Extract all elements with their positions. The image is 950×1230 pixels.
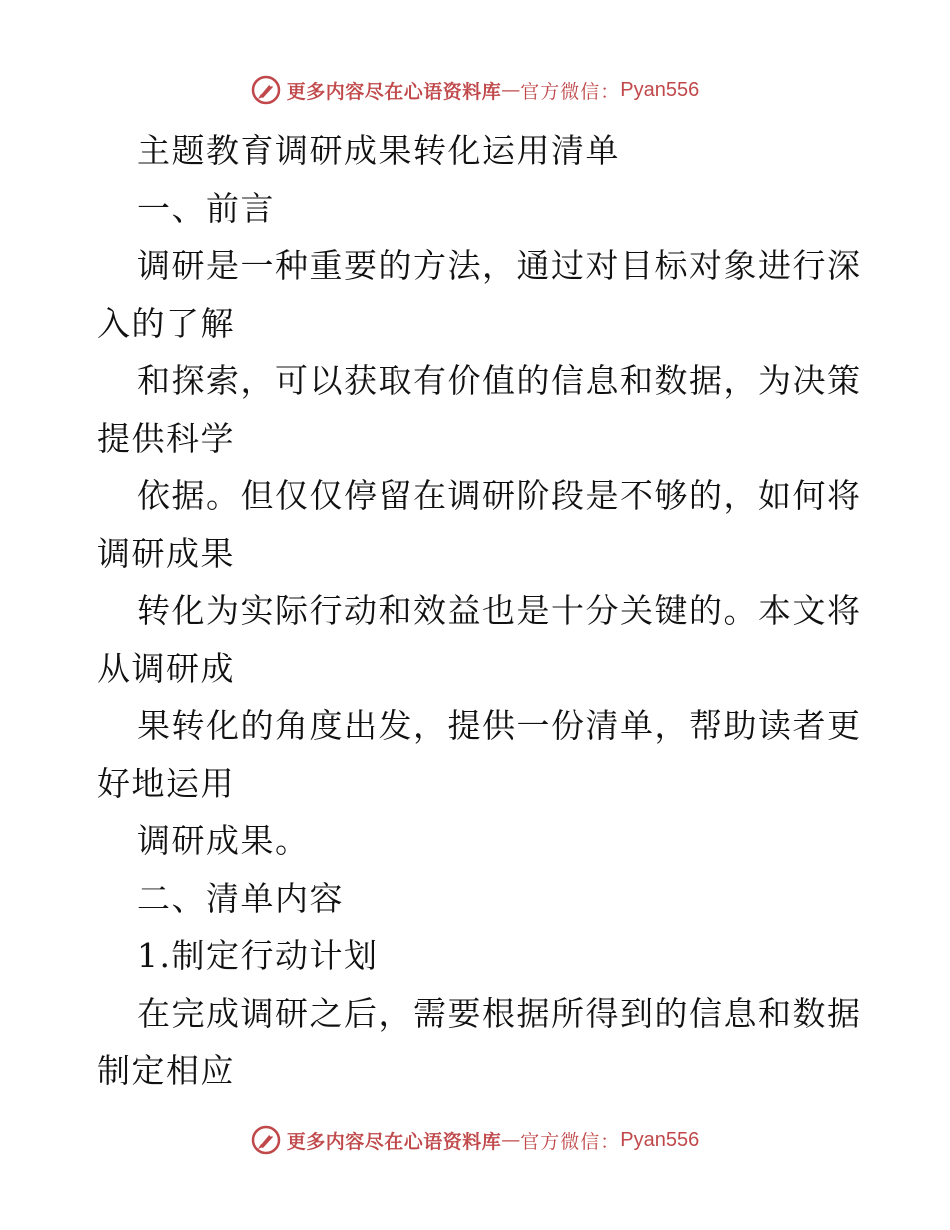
banner-slogan: 更多内容尽在心语资料库	[286, 80, 502, 103]
paragraph-line: 好地运用	[97, 763, 235, 803]
banner-wechat-label: 官方微信：	[520, 80, 621, 103]
paragraph-line: 制定相应	[97, 1051, 235, 1090]
banner-slogan: 更多内容尽在心语资料库	[286, 1130, 502, 1153]
pen-nib-logo-icon	[251, 1125, 281, 1155]
banner-wechat-id: Pyan556	[620, 78, 700, 101]
paragraph-line: 提供科学	[97, 418, 235, 458]
paragraph-line: 从调研成	[97, 648, 235, 688]
pen-nib-logo-icon	[251, 75, 281, 105]
paragraph-line: 调研成果。	[137, 821, 310, 860]
banner-dash: —	[501, 79, 521, 101]
paragraph-line: 转化为实际行动和效益也是十分关键的。本文将	[137, 591, 862, 630]
header-banner	[0, 70, 950, 110]
paragraph-line: 调研是一种重要的方法，通过对目标对象进行深	[137, 246, 862, 285]
footer-banner	[0, 1120, 950, 1160]
paragraph-line: 入的了解	[97, 303, 235, 343]
paragraph-line: 和探索，可以获取有价值的信息和数据，为决策	[137, 361, 862, 400]
paragraph-line: 在完成调研之后，需要根据所得到的信息和数据	[137, 993, 862, 1033]
banner-wechat-label: 官方微信：	[520, 1130, 621, 1153]
subsection-heading: 1.制定行动计划	[137, 936, 379, 975]
section-heading: 一、前言	[137, 188, 275, 228]
banner-wechat-id: Pyan556	[620, 1128, 700, 1151]
document-title: 主题教育调研成果转化运用清单	[137, 131, 620, 170]
paragraph-line: 依据。但仅仅停留在调研阶段是不够的，如何将	[137, 476, 862, 515]
paragraph-line: 调研成果	[97, 533, 235, 573]
document-body	[97, 122, 862, 1100]
banner-dash: —	[501, 1129, 521, 1151]
paragraph-line: 果转化的角度出发，提供一份清单，帮助读者更	[137, 706, 862, 745]
section-heading: 二、清单内容	[137, 878, 344, 918]
